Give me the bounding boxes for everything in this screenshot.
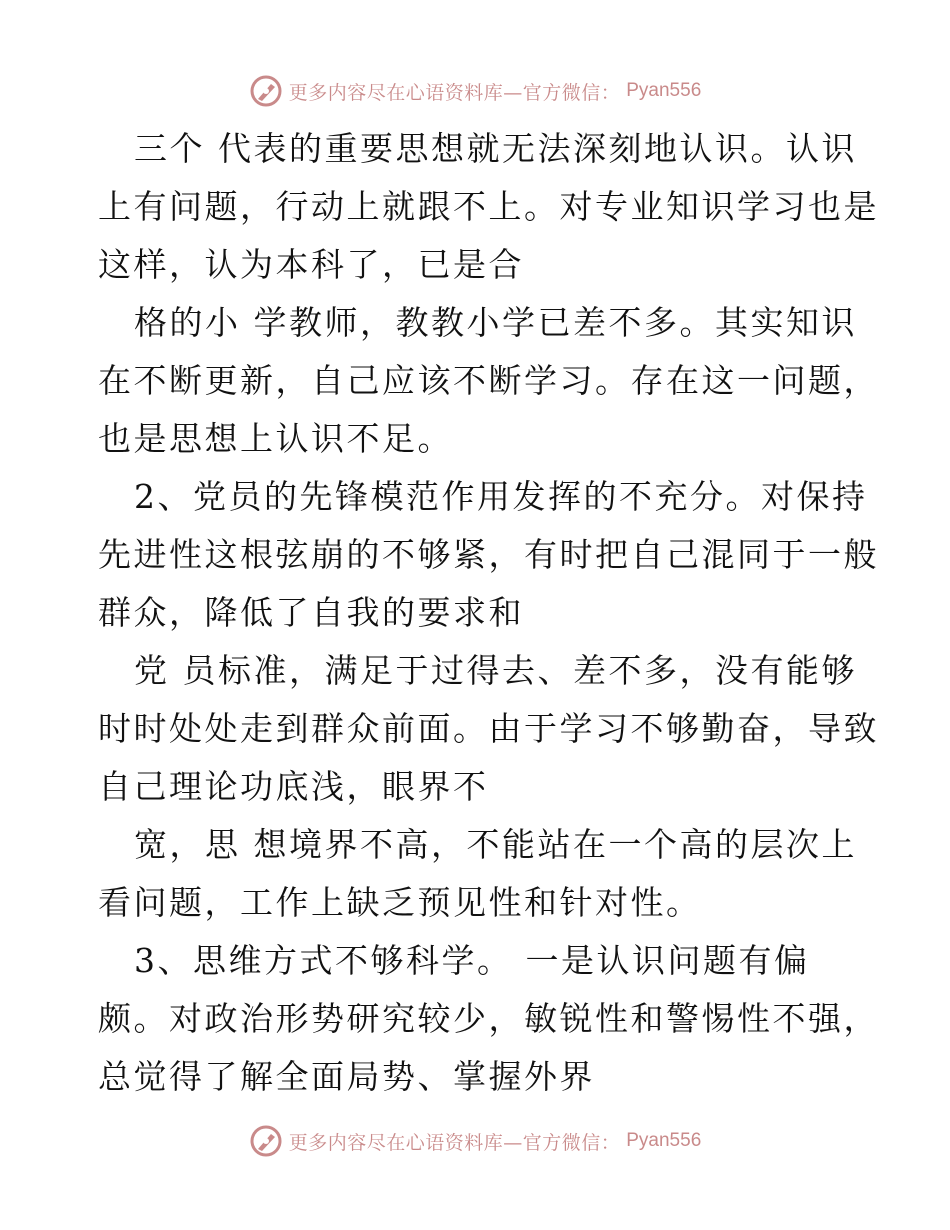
text-line: 总觉得了解全面局势、掌握外界 — [98, 1057, 595, 1096]
pen-logo-icon — [249, 74, 283, 108]
text-line: 上有问题，行动上就跟不上。对专业知识学习也是 — [98, 187, 879, 226]
text-line: 自己理论功底浅，眼界不 — [98, 767, 489, 806]
footer-watermark — [0, 1121, 950, 1161]
text-line: 时时处处走到群众前面。由于学习不够勤奋，导致 — [98, 709, 879, 748]
text-line: 颇。对政治形势研究较少，敏锐性和警惕性不强， — [98, 999, 879, 1038]
text-line: 三个 代表的重要思想就无法深刻地认识。认识 — [134, 129, 857, 168]
text-line: 群众，降低了自我的要求和 — [98, 593, 524, 632]
text-line: 宽，思 想境界不高，不能站在一个高的层次上 — [134, 825, 857, 864]
pen-logo-icon — [249, 1124, 283, 1158]
watermark-handle: Pyan556 — [626, 1130, 702, 1151]
text-line: 先进性这根弦崩的不够紧，有时把自己混同于一般 — [98, 535, 879, 574]
text-line: 也是思想上认识不足。 — [98, 419, 453, 458]
text-line: 党 员标准，满足于过得去、差不多，没有能够 — [134, 651, 857, 690]
text-line: 这样，认为本科了，已是合 — [98, 245, 524, 284]
text-line: 看问题，工作上缺乏预见性和针对性。 — [98, 883, 702, 922]
watermark-text: 更多内容尽在心语资料库—官方微信： — [288, 1131, 621, 1154]
text-line: 3、思维方式不够科学。 一是认识问题有偏 — [134, 941, 810, 980]
text-line: 2、党员的先锋模范作用发挥的不充分。对保持 — [134, 477, 868, 516]
watermark-text: 更多内容尽在心语资料库—官方微信： — [288, 81, 621, 104]
header-watermark — [0, 71, 950, 111]
watermark-handle: Pyan556 — [626, 80, 702, 101]
text-line: 在不断更新，自己应该不断学习。存在这一问题， — [98, 361, 879, 400]
text-line: 格的小 学教师，教教小学已差不多。其实知识 — [134, 303, 857, 342]
document-body — [98, 120, 879, 1106]
